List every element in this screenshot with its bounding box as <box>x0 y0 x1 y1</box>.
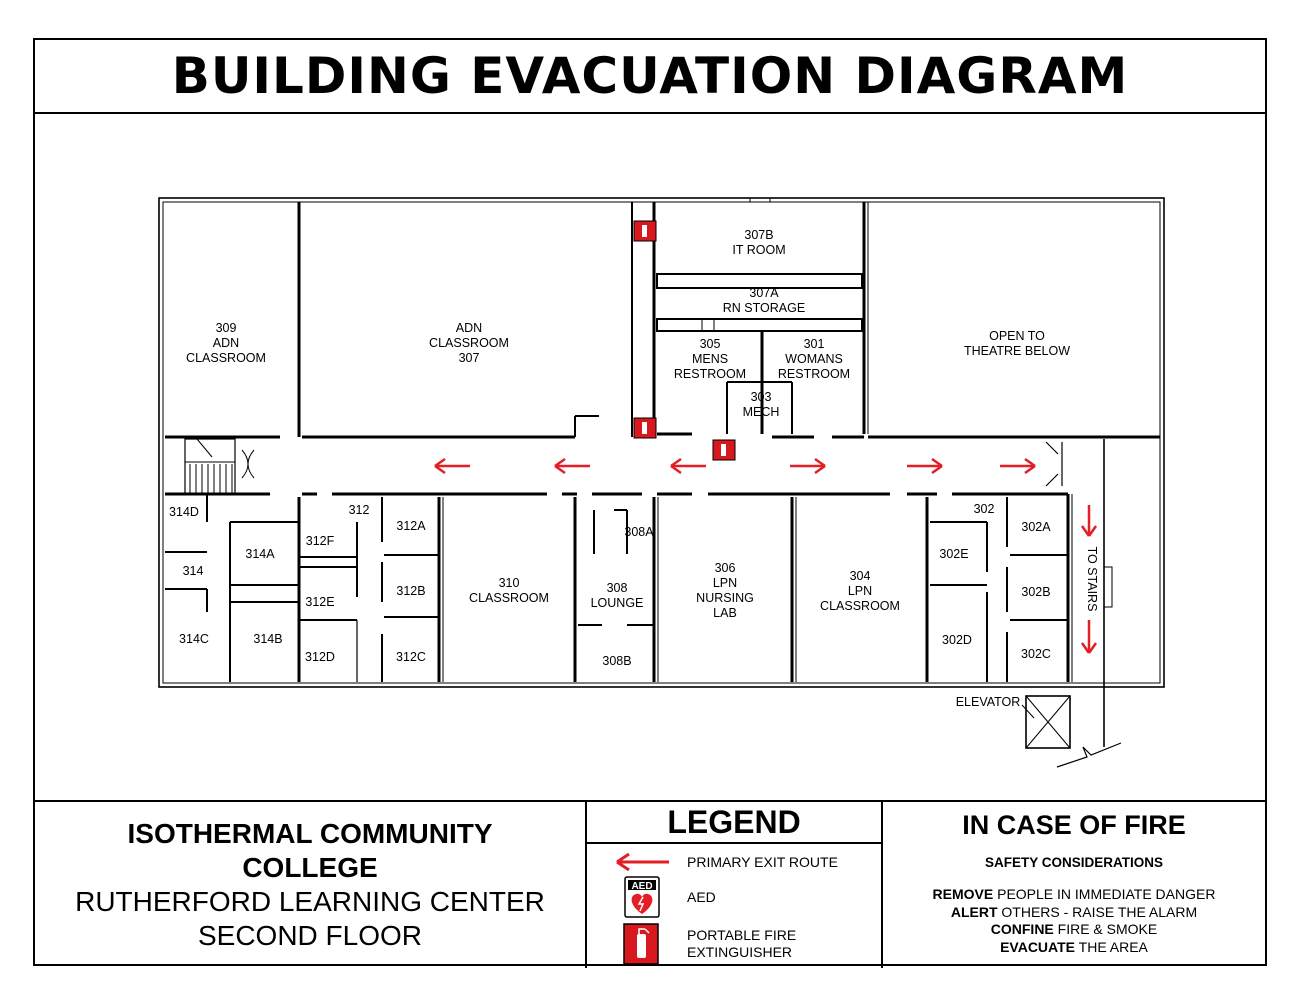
room-302a-label: 302A <box>1021 520 1051 534</box>
fire-extinguisher-icon <box>713 440 735 460</box>
info-panel <box>35 800 1265 968</box>
room-314b-label: 314B <box>253 632 283 646</box>
room-312-label: 312 <box>348 503 370 517</box>
org-name-line2: COLLEGE <box>242 852 378 883</box>
fire-extinguisher-icon <box>587 922 677 966</box>
room-302-label: 302 <box>973 502 995 516</box>
theatre-label: OPEN TO THEATRE BELOW <box>963 329 1071 358</box>
legend-extinguisher-label: PORTABLE FIRE EXTINGUISHER <box>687 927 797 960</box>
legend-exit-route <box>587 852 838 872</box>
fire-instructions <box>883 802 1265 968</box>
room-302d-label: 302D <box>942 633 972 647</box>
exit-routes <box>435 459 1096 653</box>
organization-block <box>35 802 587 968</box>
exit-arrow-down <box>1082 505 1096 536</box>
room-302e-label: 302E <box>939 547 969 561</box>
legend-exit-route-label: PRIMARY EXIT ROUTE <box>687 853 838 870</box>
legend-title: LEGEND <box>587 802 881 844</box>
exit-route-arrow-icon <box>587 852 677 872</box>
room-312f-label: 312F <box>305 534 335 548</box>
room-303-label: 303 MECH <box>742 390 780 419</box>
legend-extinguisher <box>587 922 796 966</box>
fire-step: ALERT OTHERS - RAISE THE ALARM <box>950 903 1198 920</box>
fire-extinguisher-icon <box>634 418 656 438</box>
fire-steps <box>883 886 1265 956</box>
room-308a-label: 308A <box>624 525 654 539</box>
room-308b-label: 308B <box>602 654 632 668</box>
room-306-label: 306 LPN NURSING LAB <box>696 561 754 620</box>
legend-aed <box>587 874 716 920</box>
room-304-label: 304 LPN CLASSROOM <box>820 569 900 613</box>
room-309-label: 309 ADN CLASSROOM <box>186 321 266 365</box>
room-308-label: 308 LOUNGE <box>590 581 644 610</box>
evacuation-map-frame <box>33 38 1267 966</box>
room-301-label: 301 WOMANS RESTROOM <box>777 337 851 381</box>
room-307a-label: 307A RN STORAGE <box>722 286 806 315</box>
exit-arrow-down <box>1082 620 1096 653</box>
room-302b-label: 302B <box>1021 585 1051 599</box>
legend-aed-label: AED <box>687 888 716 905</box>
exit-arrow-left <box>555 459 590 473</box>
exit-arrow-left <box>435 459 470 473</box>
room-312b-label: 312B <box>396 584 426 598</box>
room-302c-label: 302C <box>1021 647 1051 661</box>
elevator-label: ELEVATOR <box>955 695 1021 709</box>
exit-arrow-right <box>907 459 942 473</box>
floor-name: SECOND FLOOR <box>197 920 423 951</box>
floor-plan <box>35 40 1265 800</box>
room-314-label: 314 <box>182 564 204 578</box>
exit-arrow-right <box>1000 459 1035 473</box>
fire-subtitle: SAFETY CONSIDERATIONS <box>984 855 1164 870</box>
room-305-label: 305 MENS RESTROOM <box>673 337 747 381</box>
exit-arrow-right <box>790 459 825 473</box>
fire-step: REMOVE PEOPLE IN IMMEDIATE DANGER <box>932 886 1216 902</box>
room-314d-label: 314D <box>169 505 199 519</box>
room-312c-label: 312C <box>396 650 426 664</box>
svg-text:AED: AED <box>631 881 653 892</box>
room-312a-label: 312A <box>396 519 426 533</box>
room-310-label: 310 CLASSROOM <box>469 576 549 605</box>
fire-extinguisher-icon <box>634 221 656 241</box>
exit-arrow-left <box>671 459 706 473</box>
room-307-label: ADN CLASSROOM 307 <box>429 321 509 365</box>
org-name-line1: ISOTHERMAL COMMUNITY <box>127 818 493 849</box>
diagram-title: BUILDING EVACUATION DIAGRAM <box>171 47 1129 105</box>
fire-step: CONFINE FIRE & SMOKE <box>990 921 1158 937</box>
building-outline <box>159 198 1164 687</box>
room-312e-label: 312E <box>305 595 335 609</box>
to-stairs-label: TO STAIRS <box>1085 546 1099 612</box>
room-312d-label: 312D <box>305 650 335 664</box>
room-314a-label: 314A <box>245 547 275 561</box>
room-307b-label: 307B IT ROOM <box>732 228 786 257</box>
fire-step: EVACUATE THE AREA <box>1000 938 1148 955</box>
aed-icon <box>587 874 677 920</box>
building-name: RUTHERFORD LEARNING CENTER <box>75 886 545 917</box>
room-314c-label: 314C <box>179 632 209 646</box>
fire-title: IN CASE OF FIRE <box>962 810 1186 840</box>
legend <box>587 802 883 968</box>
